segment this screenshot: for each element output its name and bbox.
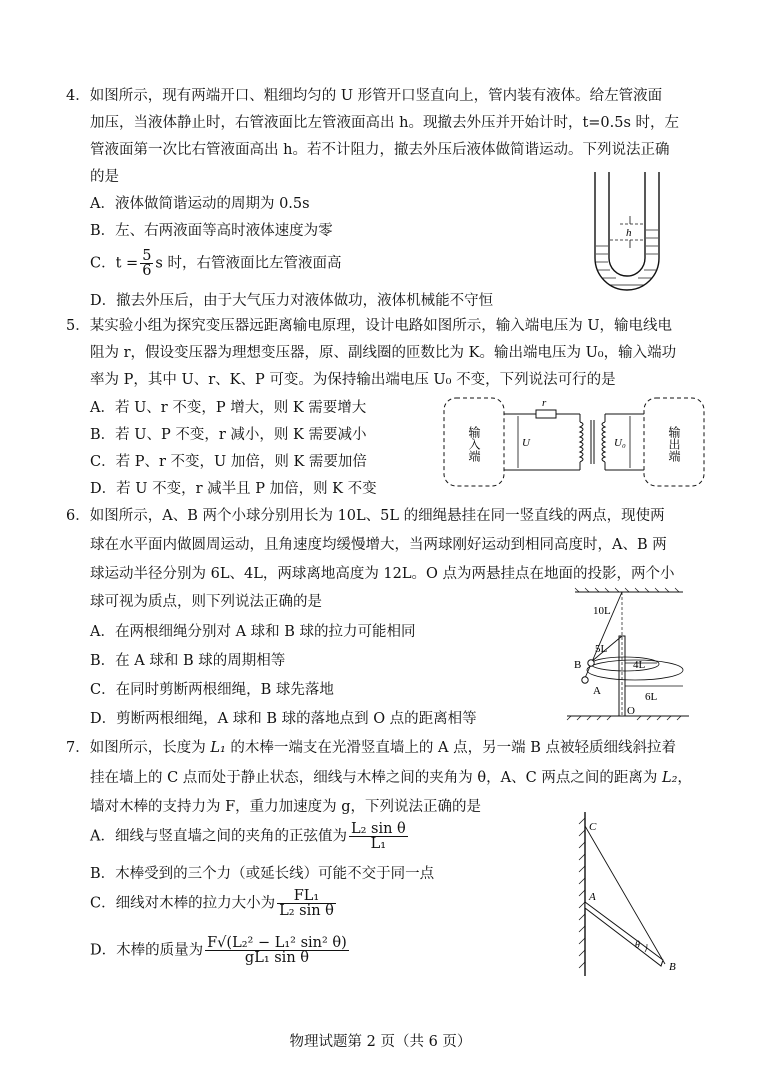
q4-option-c: C．t = $\frac{5}{6}$ s 时，右管液面比左管液面高	[90, 248, 342, 279]
circuit-input-label: 输入端	[467, 426, 481, 462]
pendulum-5L-label: 5L	[595, 643, 608, 655]
q4-option-a: A．液体做简谐运动的周期为 0.5s	[90, 196, 310, 212]
q5-stem-line1: 5．某实验小组为探究变压器远距离输电原理，设计电路如图所示，输入端电压为 U，输电线电	[66, 318, 673, 334]
q5-option-d: D．若 U 不变，r 减半且 P 加倍，则 K 不变	[90, 481, 377, 497]
conical-pendulum-figure	[565, 588, 693, 724]
pendulum-10L-label: 10L	[593, 605, 611, 617]
q6-stem-line2: 球在水平面内做圆周运动，且角速度均缓慢增大，当两球刚好运动到相同高度时，A、B 两	[90, 537, 667, 553]
q4-stem-line1: 4．如图所示，现有两端开口、粗细均匀的 U 形管开口竖直向上，管内装有液体。给左管液面	[66, 88, 663, 104]
u-tube-figure	[590, 168, 670, 304]
wall-a-label: A	[589, 891, 596, 903]
wall-rod-figure	[575, 808, 685, 978]
wall-b-label: B	[669, 961, 676, 973]
q5-option-c: C．若 P、r 不变，U 加倍，则 K 需要加倍	[90, 454, 367, 470]
q7-stem-line3: 墙对木棒的支持力为 F，重力加速度为 g，下列说法正确的是	[90, 799, 482, 815]
pendulum-6L-label: 6L	[645, 691, 658, 703]
q5-option-b: B．若 U、P 不变，r 减小，则 K 需要减小	[90, 427, 367, 443]
q4-option-b: B．左、右两液面等高时液体速度为零	[90, 223, 333, 239]
q6-stem-line4: 球可视为质点，则下列说法正确的是	[90, 594, 322, 610]
pendulum-4L-label: 4L	[633, 659, 646, 671]
q6-option-a: A．在两根细绳分别对 A 球和 B 球的拉力可能相同	[90, 624, 416, 640]
q7-stem-line1: 7．如图所示，长度为 L₁ 的木棒一端支在光滑竖直墙上的 A 点，另一端 B 点被轻质细线斜拉着	[66, 740, 676, 756]
q6-option-b: B．在 A 球和 B 球的周期相等	[90, 653, 286, 669]
q5-stem-line3: 率为 P，其中 U、r、K、P 可变。为保持输出端电压 U₀ 不变，下列说法可行的是	[90, 372, 616, 388]
q6-stem-line3: 球运动半径分别为 6L、4L，两球离地高度为 12L。O 点为两悬挂点在地面的投影，两个小	[90, 566, 675, 582]
q7-option-d: D．木棒的质量为 $\frac{\text{F√(L₂² − L₁² sin² θ)}}{\text{gL₁ sin θ}}$	[90, 935, 347, 966]
q5-stem-line2: 阻为 r，假设变压器为理想变压器，原、副线圈的匝数比为 K。输出端电压为 U₀，输入端功	[90, 345, 677, 361]
page-footer: 物理试题第 2 页（共 6 页）	[289, 1034, 472, 1050]
q6-option-c: C．在同时剪断两根细绳，B 球先落地	[90, 682, 334, 698]
circuit-u0-label: U₀	[614, 437, 626, 449]
u-tube-h-label: h	[626, 227, 632, 239]
q7-option-a: A．细线与竖直墙之间的夹角的正弦值为 $\frac{\text{L₂ sin θ}}{\text{L₁}}$	[90, 821, 406, 852]
pendulum-ball-b-label: B	[574, 659, 582, 671]
wall-c-label: C	[589, 821, 597, 833]
q6-stem-line1: 6．如图所示，A、B 两个小球分别用长为 10L、5L 的细绳悬挂在同一竖直线的两点，现使两	[66, 508, 665, 524]
pendulum-ball-a-label: A	[593, 685, 601, 697]
transformer-circuit-figure	[440, 392, 710, 492]
q4-stem-line2: 加压，当液体静止时，右管液面比左管液面高出 h。现撤去外压并开始计时，t=0.5s 时，左	[90, 115, 680, 131]
q7-stem-line2: 挂在墙上的 C 点而处于静止状态，细线与木棒之间的夹角为 θ，A、C 两点之间的距离为 L₂，	[90, 770, 692, 786]
circuit-r-label: r	[542, 397, 547, 409]
q4-stem-line4: 的是	[90, 169, 119, 185]
q5-option-a: A．若 U、r 不变，P 增大，则 K 需要增大	[90, 400, 367, 416]
q6-option-d: D．剪断两根细绳，A 球和 B 球的落地点到 O 点的距离相等	[90, 711, 477, 727]
q7-option-b: B．木棒受到的三个力（或延长线）可能不交于同一点	[90, 866, 435, 882]
q4-stem-line3: 管液面第一次比右管液面高出 h。若不计阻力，撤去外压后液体做简谐运动。下列说法正确	[90, 142, 670, 158]
q7-option-c: C．细线对木棒的拉力大小为 $\frac{\text{FL₁}}{\text{L₂ sin θ}}$	[90, 888, 334, 919]
circuit-u-label: U	[522, 437, 530, 449]
pendulum-o-label: O	[627, 705, 635, 717]
circuit-output-label: 输出端	[667, 426, 681, 462]
q4-option-d: D．撤去外压后，由于大气压力对液体做功，液体机械能不守恒	[90, 293, 494, 309]
wall-theta-label: θ	[635, 940, 640, 951]
